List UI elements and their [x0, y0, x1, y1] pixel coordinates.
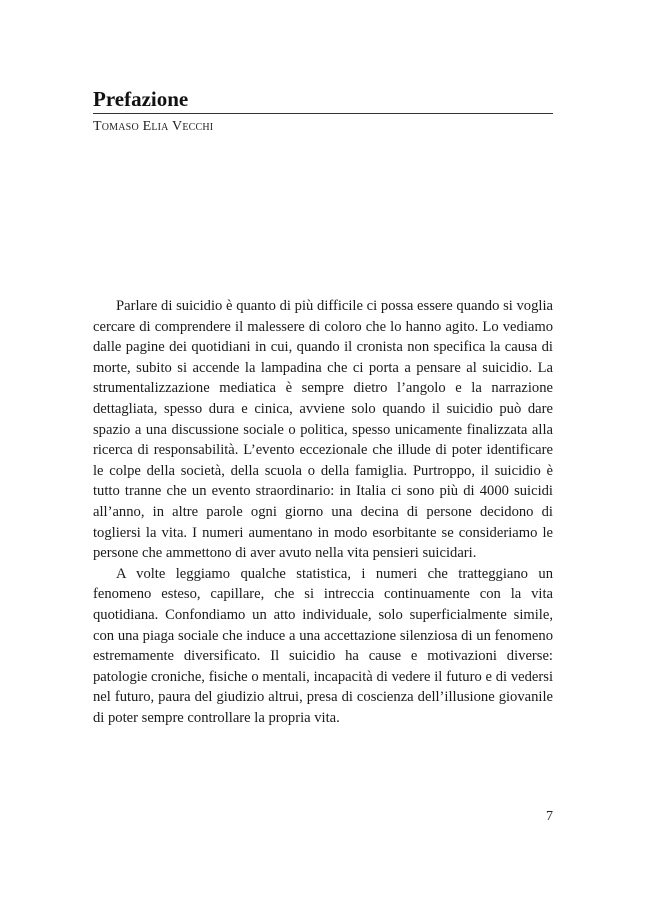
author-name: Tomaso Elia Vecchi	[93, 119, 214, 134]
page-number: 7	[546, 809, 553, 824]
title-rule	[93, 113, 553, 114]
paragraph-1: Parlare di suicidio è quanto di più difficile ci possa essere quando si voglia cercare di comprendere il malessere di coloro che lo hanno agito. Lo vediamo dalle pagine dei quotidiani in cui, quando il cronista non specifica la causa di morte, subito si accende la lampadina che ci porta a pensare al suicidio. La strumentalizzazione mediatica è sempre dietro l’angolo e la narrazione dettagliata, spesso dura e cinica, avviene solo quando il suicidio può dare spazio a una discussione sociale o politica, spesso unicamente finalizzata alla ricerca di responsabilità. L’evento eccezionale che illude di poter identificare le colpe della società, della scuola o della famiglia. Purtroppo, il suicidio è tutto tranne che un evento straordinario: in Italia ci sono più di 4000 suicidi all’anno, in altre parole ogni giorno una decina di persone decidono di togliersi la vita. I numeri aumentano in modo esorbitante se consideriamo le persone che ammettono di aver avuto nella vita pensieri suicidari.	[93, 298, 553, 562]
body-text	[93, 296, 553, 728]
paragraph-2: A volte leggiamo qualche statistica, i numeri che tratteggiano un fenomeno esteso, capillare, che si intreccia continuamente con la vita quotidiana. Confondiamo un atto individuale, solo superficialmente simile, con una piaga sociale che induce a una accettazione silenziosa di un fenomeno estremamente diversificato. Il suicidio ha cause e motivazioni diverse: patologie croniche, fisiche o mentali, incapacità di vedere il futuro e di vedersi nel futuro, paura del giudizio altrui, presa di coscienza dell’illusione giovanile di poter sempre controllare la propria vita.	[93, 565, 553, 726]
chapter-title: Prefazione	[93, 87, 189, 111]
